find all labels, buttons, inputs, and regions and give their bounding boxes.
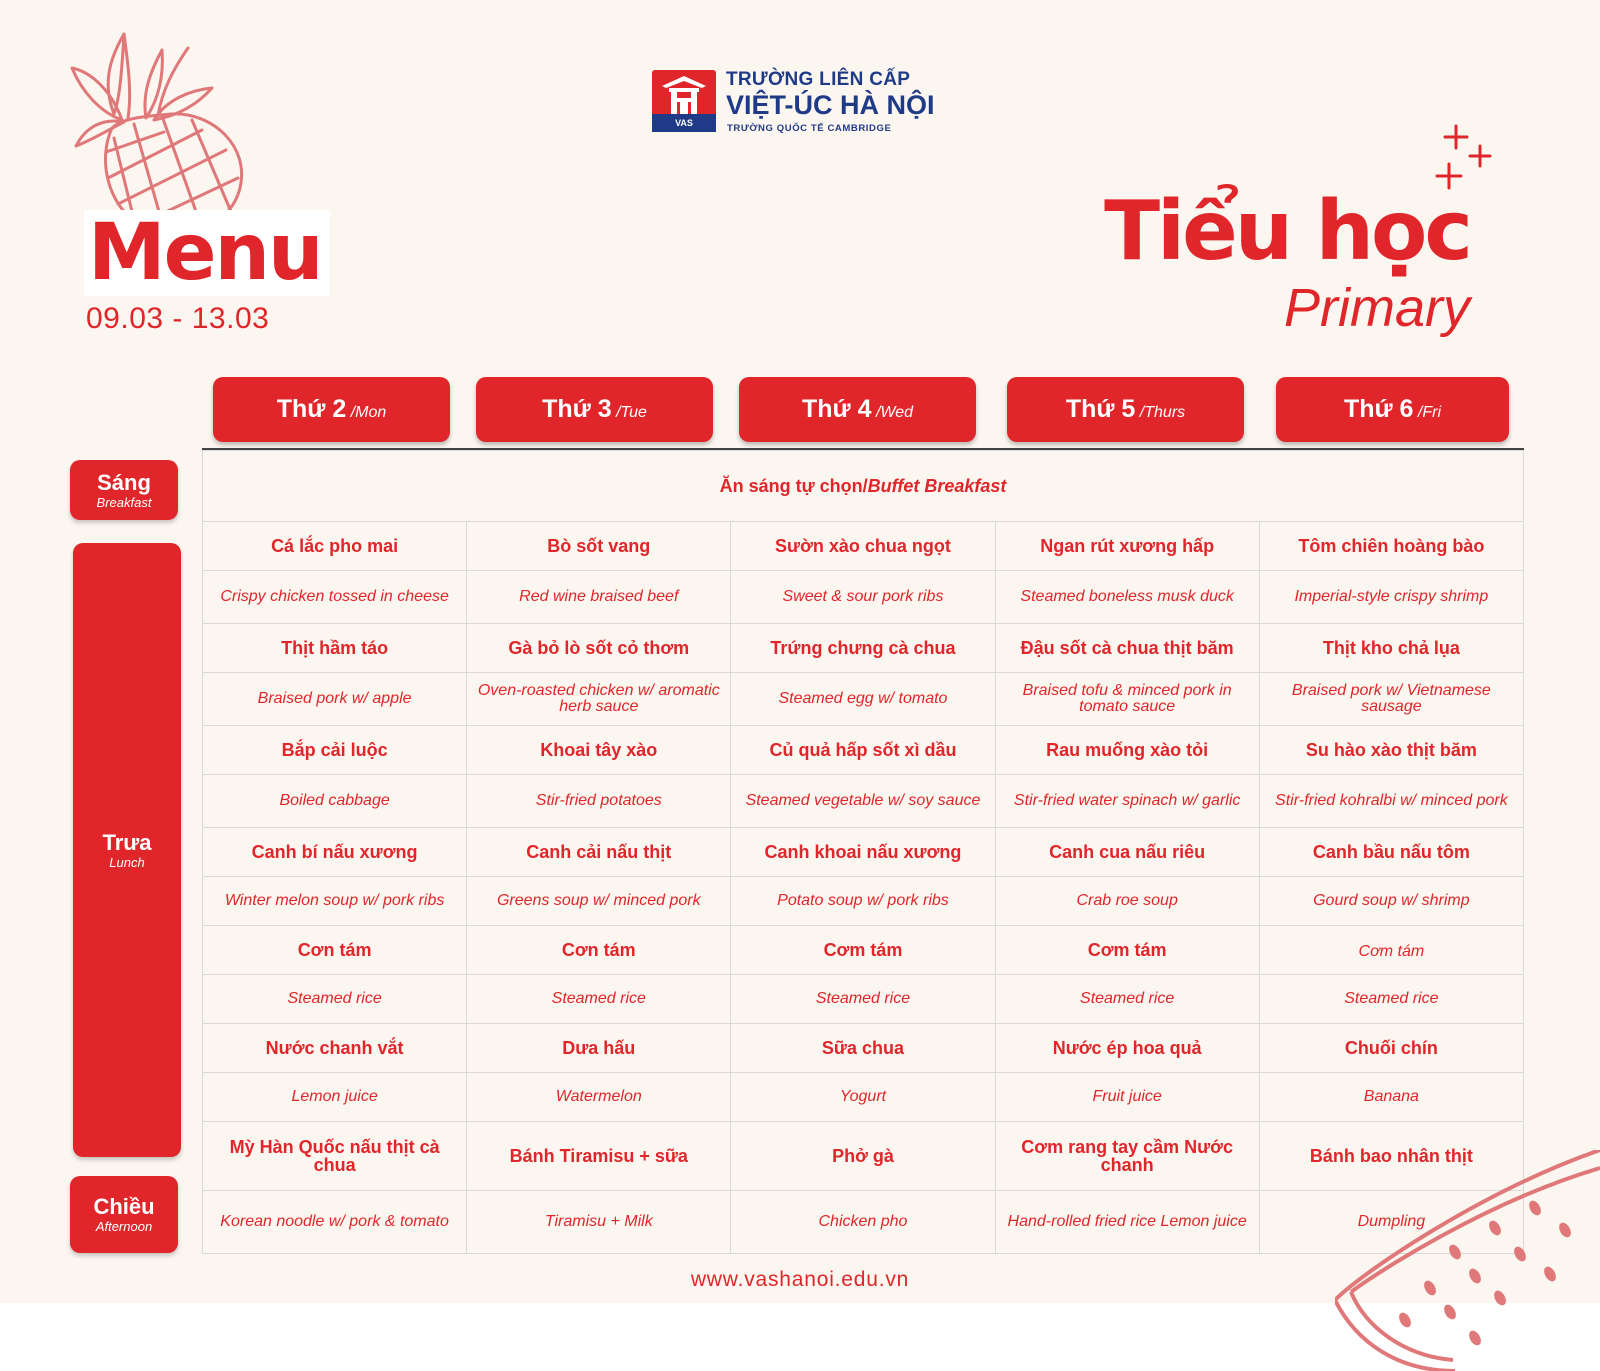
- breakfast-vi: Ăn sáng tự chọn/: [719, 476, 868, 496]
- day-label-en: /Wed: [875, 404, 913, 421]
- dish-name: Củ quả hấp sốt xì dầu: [731, 726, 995, 775]
- dish-translation: Steamed rice: [995, 975, 1259, 1024]
- dish-name: Đậu sốt cà chua thịt băm: [995, 624, 1259, 673]
- dish-name: Bánh bao nhân thịt: [1259, 1122, 1523, 1191]
- school-level-subtitle: Primary: [1284, 278, 1470, 338]
- dish-translation: Imperial-style crispy shrimp: [1259, 571, 1523, 624]
- dish-translation: Stir-fried potatoes: [467, 775, 731, 828]
- meal-label-en: Afternoon: [95, 1219, 153, 1234]
- table-row: [203, 522, 1524, 571]
- dish-translation: Potato soup w/ pork ribs: [731, 877, 995, 926]
- dish-translation: Stir-fried kohralbi w/ minced pork: [1259, 775, 1523, 828]
- breakfast-cell: [203, 451, 1524, 522]
- dish-translation: Dumpling: [1259, 1191, 1523, 1254]
- dish-name: Sườn xào chua ngọt: [731, 522, 995, 571]
- meal-label-vi: Trưa: [102, 829, 152, 855]
- dish-translation: Greens soup w/ minced pork: [467, 877, 731, 926]
- dish-translation: Hand-rolled fried rice Lemon juice: [995, 1191, 1259, 1254]
- dish-translation: Winter melon soup w/ pork ribs: [203, 877, 467, 926]
- dish-name: Canh cua nấu riêu: [995, 828, 1259, 877]
- dish-name: Cơm tám: [995, 926, 1259, 975]
- table-row: [203, 975, 1524, 1024]
- day-label-en: /Tue: [616, 404, 647, 421]
- day-label: Thứ 6: [1343, 395, 1414, 423]
- dish-name: Sữa chua: [731, 1024, 995, 1073]
- dish-name: Bò sốt vang: [467, 522, 731, 571]
- watermelon-icon: [1335, 1150, 1600, 1371]
- dish-translation: Steamed rice: [467, 975, 731, 1024]
- dish-name: Trứng chưng cà chua: [731, 624, 995, 673]
- meal-label-lunch: [73, 543, 181, 1157]
- dish-name: Cơn tám: [203, 926, 467, 975]
- dish-translation: Boiled cabbage: [203, 775, 467, 828]
- dish-translation: Sweet & sour pork ribs: [731, 571, 995, 624]
- dish-name: Nước chanh vắt: [203, 1024, 467, 1073]
- dish-name: Chuối chín: [1259, 1024, 1523, 1073]
- dish-translation: Yogurt: [731, 1073, 995, 1122]
- afternoon-translation-row: [203, 1191, 1524, 1254]
- dish-translation: Steamed rice: [731, 975, 995, 1024]
- day-label-en: /Thurs: [1139, 404, 1186, 421]
- table-row: [203, 926, 1524, 975]
- dish-name: Thịt kho chả lụa: [1259, 624, 1523, 673]
- meal-label-breakfast: [70, 460, 178, 520]
- dish-translation: Red wine braised beef: [467, 571, 731, 624]
- dish-translation: Fruit juice: [995, 1073, 1259, 1122]
- day-label-en: /Fri: [1417, 404, 1442, 421]
- dish-name: Cơn tám: [467, 926, 731, 975]
- dish-name: Su hào xào thịt băm: [1259, 726, 1523, 775]
- dish-name: Khoai tây xào: [467, 726, 731, 775]
- meal-label-vi: Chiều: [93, 1194, 155, 1219]
- dish-translation: Braised pork w/ Vietnamese sausage: [1259, 673, 1523, 726]
- dish-name: Canh bầu nấu tôm: [1259, 828, 1523, 877]
- dish-translation: Lemon juice: [203, 1073, 467, 1122]
- table-row: [203, 775, 1524, 828]
- logo-badge-text: VAS: [675, 118, 693, 128]
- dish-translation: Gourd soup w/ shrimp: [1259, 877, 1523, 926]
- meal-label-vi: Sáng: [97, 469, 151, 495]
- table-row: [203, 1024, 1524, 1073]
- dish-name: Bắp cải luộc: [203, 726, 467, 775]
- dish-translation: Stir-fried water spinach w/ garlic: [995, 775, 1259, 828]
- dish-translation: Watermelon: [467, 1073, 731, 1122]
- dish-translation: Steamed vegetable w/ soy sauce: [731, 775, 995, 828]
- dish-translation: Steamed rice: [203, 975, 467, 1024]
- dish-translation: Steamed egg w/ tomato: [731, 673, 995, 726]
- meal-label-en: Breakfast: [96, 494, 152, 510]
- day-header-tue: [476, 377, 713, 442]
- dish-name: Ngan rút xương hấp: [995, 522, 1259, 571]
- day-label: Thứ 3: [542, 395, 612, 423]
- dish-translation: Steamed boneless musk duck: [995, 571, 1259, 624]
- logo-school-name: VIỆT-ÚC HÀ NỘI: [726, 90, 935, 120]
- date-range: 09.03 - 13.03: [86, 302, 270, 335]
- breakfast-row: [203, 451, 1524, 522]
- dish-name: Mỳ Hàn Quốc nấu thịt cà chua: [203, 1122, 467, 1191]
- dish-name: [1259, 926, 1523, 975]
- table-row: [203, 1073, 1524, 1122]
- menu-table: [202, 450, 1524, 1254]
- dish-name: Gà bỏ lò sốt cỏ thơm: [467, 624, 731, 673]
- website-link[interactable]: www.vashanoi.edu.vn: [690, 1268, 910, 1291]
- table-row: [203, 624, 1524, 673]
- dish-translation: Braised pork w/ apple: [203, 673, 467, 726]
- day-header-thu: [1007, 377, 1244, 442]
- meal-label-afternoon: [70, 1176, 178, 1253]
- day-header-mon: [213, 377, 450, 442]
- day-header-wed: [739, 377, 976, 442]
- table-row: [203, 828, 1524, 877]
- dish-translation: Crispy chicken tossed in cheese: [203, 571, 467, 624]
- dish-name: Phở gà: [731, 1122, 995, 1191]
- dish-translation: Banana: [1259, 1073, 1523, 1122]
- meal-label-en: Lunch: [109, 854, 145, 870]
- dish-translation: Chicken pho: [731, 1191, 995, 1254]
- dish-name: Cơm rang tay cầm Nước chanh: [995, 1122, 1259, 1191]
- school-gate-icon: [652, 70, 716, 132]
- dish-name: Cơm tám: [731, 926, 995, 975]
- dish-translation: Oven-roasted chicken w/ aromatic herb sauce: [467, 673, 731, 726]
- dish-translation: Braised tofu & minced pork in tomato sauce: [995, 673, 1259, 726]
- school-level-title: Tiểu học: [1104, 184, 1470, 279]
- dish-name: Bánh Tiramisu + sữa: [467, 1122, 731, 1191]
- dish-name: Dưa hấu: [467, 1024, 731, 1073]
- day-label: Thứ 5: [1065, 395, 1136, 423]
- dish-translation: Korean noodle w/ pork & tomato: [203, 1191, 467, 1254]
- school-logo[interactable]: [652, 68, 935, 136]
- dish-name: Canh bí nấu xương: [203, 828, 467, 877]
- dish-name: Tôm chiên hoàng bào: [1259, 522, 1523, 571]
- day-label: Thứ 2: [276, 395, 347, 423]
- dish-name: Cá lắc pho mai: [203, 522, 467, 571]
- table-row: [203, 571, 1524, 624]
- logo-tagline: TRƯỜNG QUỐC TẾ CAMBRIDGE: [727, 123, 892, 134]
- dish-name: Nước ép hoa quả: [995, 1024, 1259, 1073]
- logo-school-type: TRƯỜNG LIÊN CẤP: [726, 69, 911, 90]
- dish-translation: Crab roe soup: [995, 877, 1259, 926]
- dish-name-text: Cơm tám: [1358, 942, 1425, 960]
- dish-translation: Steamed rice: [1259, 975, 1523, 1024]
- table-row: [203, 673, 1524, 726]
- breakfast-en: Buffet Breakfast: [867, 476, 1007, 496]
- dish-name: Canh khoai nấu xương: [731, 828, 995, 877]
- day-label: Thứ 4: [801, 395, 872, 423]
- dish-translation: Tiramisu + Milk: [467, 1191, 731, 1254]
- table-row: [203, 726, 1524, 775]
- menu-title: Menu: [84, 210, 330, 296]
- dish-name: Canh cải nấu thịt: [467, 828, 731, 877]
- dish-name: Rau muống xào tỏi: [995, 726, 1259, 775]
- afternoon-row: [203, 1122, 1524, 1191]
- dish-name: Thịt hầm táo: [203, 624, 467, 673]
- day-header-fri: [1276, 377, 1509, 442]
- day-label-en: /Mon: [350, 404, 387, 421]
- table-row: [203, 877, 1524, 926]
